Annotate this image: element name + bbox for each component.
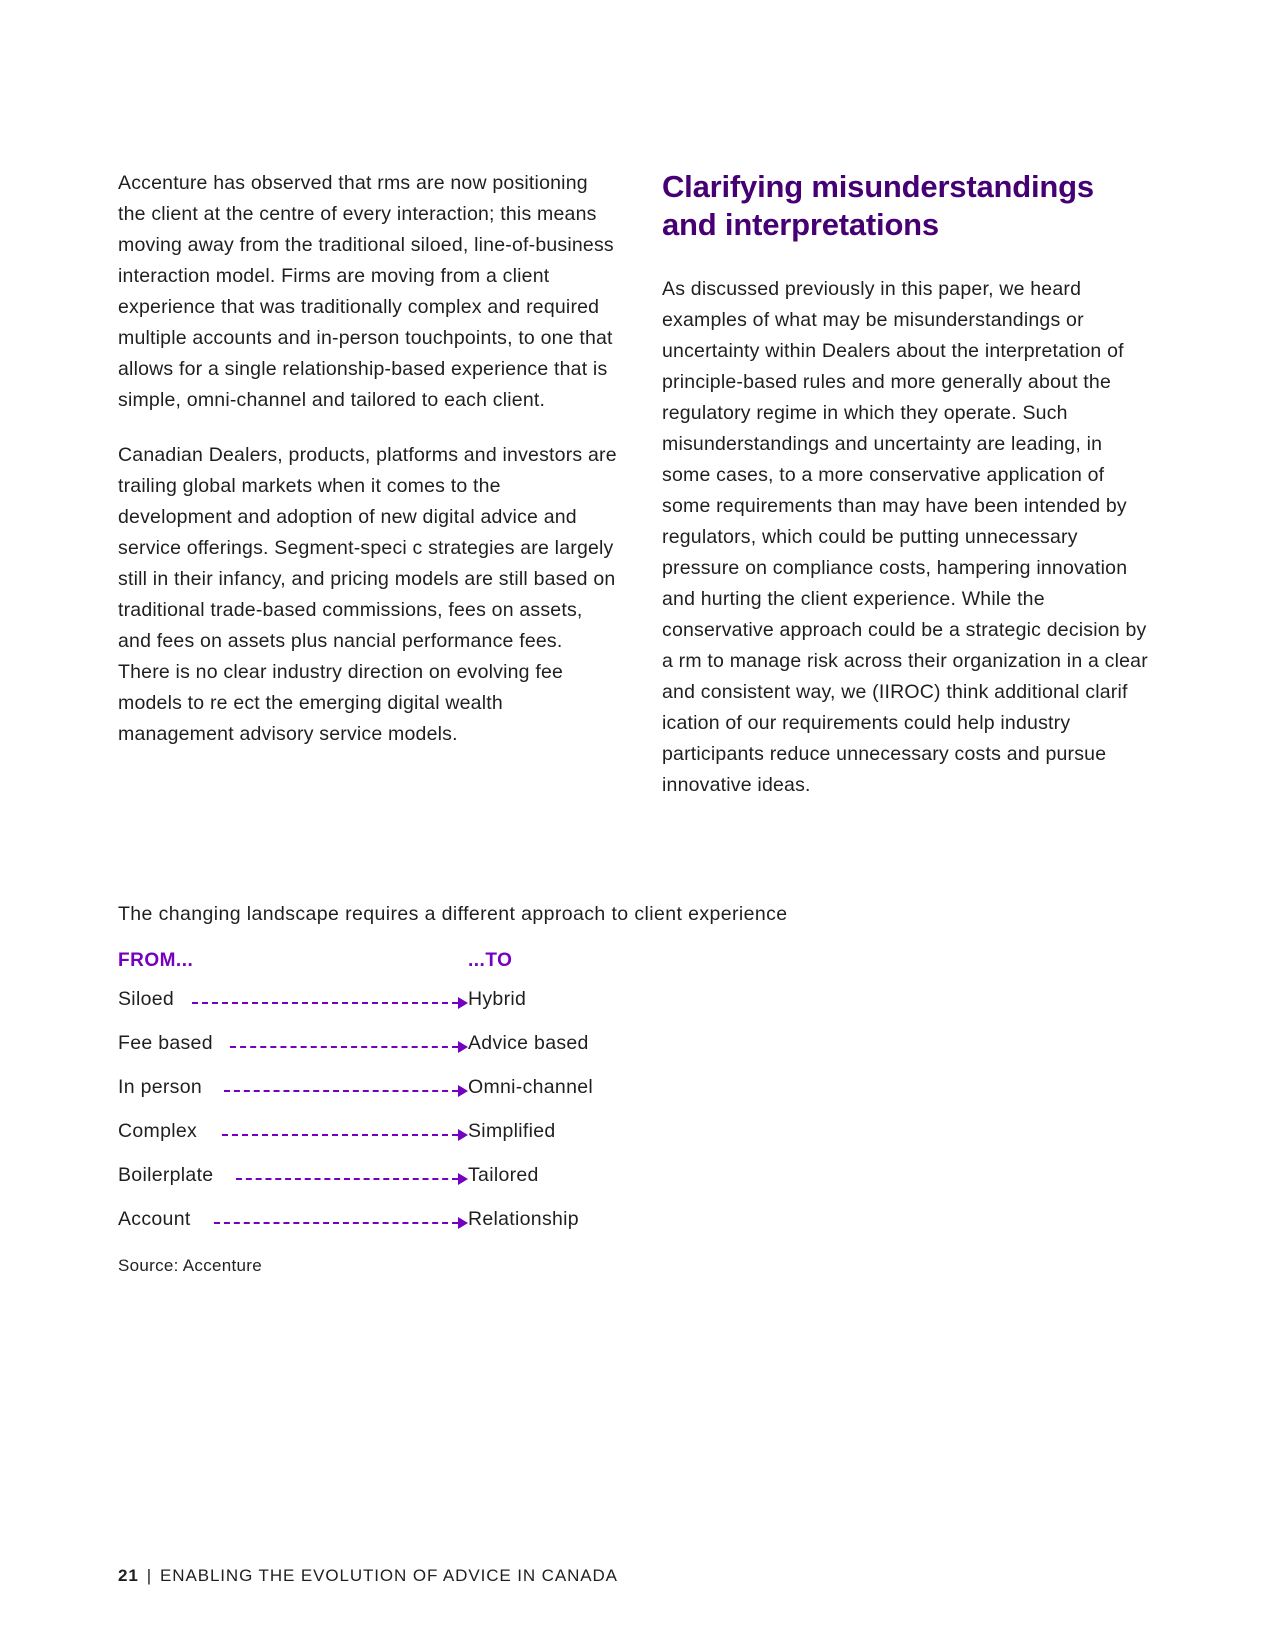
page-footer (118, 1566, 618, 1586)
figure-title: The changing landscape requires a different approach to client experience (118, 903, 788, 925)
to-header: ...TO (468, 950, 513, 971)
dashed-arrow-icon (236, 1176, 468, 1182)
page-number: 21 (118, 1566, 139, 1585)
section-heading: Clarifying misunderstandings and interpretations (662, 169, 1094, 242)
left-column (118, 168, 618, 750)
figure-header-row (118, 950, 1018, 980)
dashed-arrow-icon (230, 1044, 468, 1050)
from-to-row (118, 980, 1018, 1024)
from-to-row (118, 1200, 1018, 1244)
footer-separator: | (146, 1566, 153, 1585)
left-paragraph-2: Canadian Dealers, products, platforms and investors are trailing global markets when it comes to the development and adoption of new digital advice and service offerings. Segment-speci c strategies are largely still in their infancy, and pricing models are still based on traditional trade-based commissions, fees on assets, and fees on assets plus nancial performance fees. There is no clear industry direction on evolving fee models to re ect the emerging digital wealth management advisory service models. (118, 444, 617, 745)
to-label: Tailored (468, 1164, 539, 1186)
dashed-arrow-icon (214, 1220, 468, 1226)
from-label: Boilerplate (118, 1164, 214, 1186)
to-label: Relationship (468, 1208, 579, 1230)
from-to-row (118, 1068, 1018, 1112)
from-label: Complex (118, 1120, 198, 1142)
from-header: FROM... (118, 950, 194, 971)
from-to-row (118, 1024, 1018, 1068)
from-to-figure (118, 900, 1018, 1276)
from-label: Siloed (118, 988, 175, 1010)
right-paragraph: As discussed previously in this paper, we heard examples of what may be misunderstandings or uncertainty within Dealers about the interpretation of principle-based rules and more generally about the regulatory regime in which they operate. Such misunderstandings and uncertainty are leading, in some cases, to a more conservative application of some requirements than may have been intended by regulators, which could be putting unnecessary pressure on compliance costs, hampering innovation and hurting the client experience. While the conservative approach could be a strategic decision by a rm to manage risk across their organization in a clear and consistent way, we (IIROC) think additional clarif ication of our requirements could help industry participants reduce unnecessary costs and pursue innovative ideas. (662, 278, 1148, 796)
to-label: Omni-channel (468, 1076, 593, 1098)
from-to-row (118, 1112, 1018, 1156)
dashed-arrow-icon (222, 1132, 468, 1138)
to-label: Simplified (468, 1120, 556, 1142)
to-label: Hybrid (468, 988, 527, 1010)
dashed-arrow-icon (192, 1000, 468, 1006)
left-paragraph-1: Accenture has observed that rms are now positioning the client at the centre of every interaction; this means moving away from the traditional siloed, line-of-business interaction model. Firms are moving from a client experience that was traditionally complex and required multiple accounts and in-person touchpoints, to one that allows for a single relationship-based experience that is simple, omni-channel and tailored to each client. (118, 172, 614, 411)
figure-source: Source: Accenture (118, 1256, 263, 1275)
from-label: In person (118, 1076, 203, 1098)
from-label: Account (118, 1208, 191, 1230)
right-column (662, 168, 1152, 801)
dashed-arrow-icon (224, 1088, 468, 1094)
from-to-row (118, 1156, 1018, 1200)
document-title: ENABLING THE EVOLUTION OF ADVICE IN CANADA (160, 1566, 618, 1585)
from-label: Fee based (118, 1032, 213, 1054)
to-label: Advice based (468, 1032, 589, 1054)
